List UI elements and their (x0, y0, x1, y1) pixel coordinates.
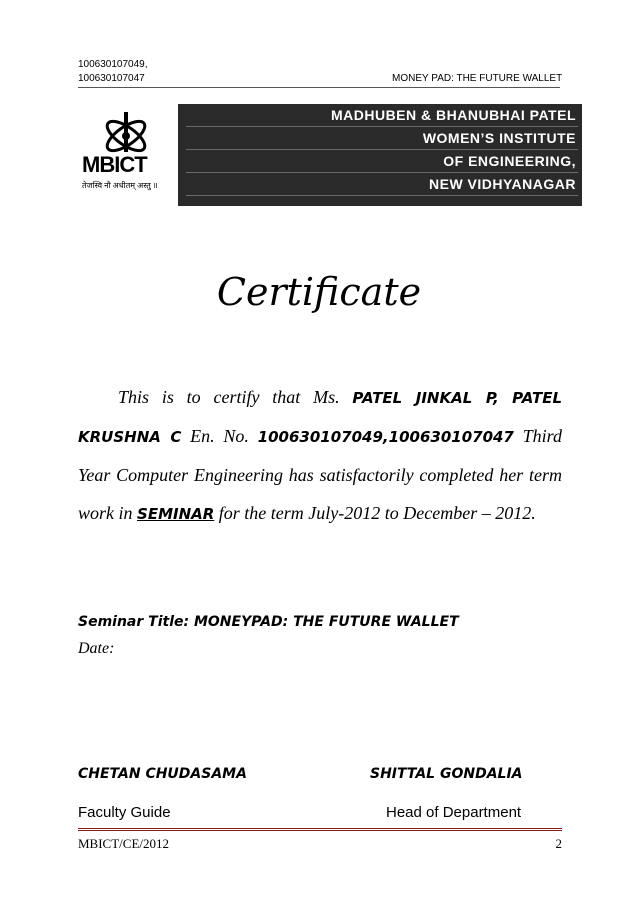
signature-name-guide: CHETAN CHUDASAMA (78, 766, 247, 782)
body-text-2: En. No. (181, 426, 258, 446)
signature-role-hod: Head of Department (386, 804, 522, 821)
institute-banner (178, 104, 582, 206)
seminar-title: Seminar Title: MONEYPAD: THE FUTURE WALLET (78, 614, 459, 630)
footer-rule (78, 828, 562, 831)
logo-tagline: तेजस्वि नौ अधीतम् अस्तु ॥ (82, 181, 158, 190)
date-label: Date: (78, 640, 115, 657)
signature-name-hod: SHITTAL GONDALIA (370, 766, 523, 782)
logo-text: MBICT (82, 152, 147, 177)
header-left (78, 58, 148, 86)
body-text-1: This is to certify that Ms. (118, 387, 353, 407)
student-names: PATEL JINKAL P, PATEL KRUSHNA C (78, 389, 563, 446)
header-enrollment-2: 100630107047 (78, 73, 145, 84)
header-enrollment-1: 100630107049, (78, 59, 148, 70)
body-text-3: Third Year Computer Engineering has satisfactorily completed her term work in (78, 426, 562, 523)
banner-line-3: OF ENGINEERING, (186, 150, 578, 173)
banner-line-4: NEW VIDHYANAGAR (186, 173, 578, 196)
body-text-4: for the term July-2012 to December – 2012. (214, 503, 536, 523)
subject-name: SEMINAR (137, 505, 215, 523)
footer-code: MBICT/CE/2012 (78, 836, 170, 851)
certificate-title: Certificate (216, 270, 422, 314)
header-title: MONEY PAD: THE FUTURE WALLET (392, 73, 563, 84)
header-rule (78, 87, 560, 88)
enrollment-numbers: 100630107049,100630107047 (257, 428, 514, 446)
page-number: 2 (555, 836, 562, 851)
banner-line-1: MADHUBEN & BHANUBHAI PATEL (186, 104, 578, 127)
banner-line-2: WOMEN’S INSTITUTE (186, 127, 578, 150)
certificate-body (78, 378, 562, 533)
signature-role-guide: Faculty Guide (78, 804, 171, 821)
